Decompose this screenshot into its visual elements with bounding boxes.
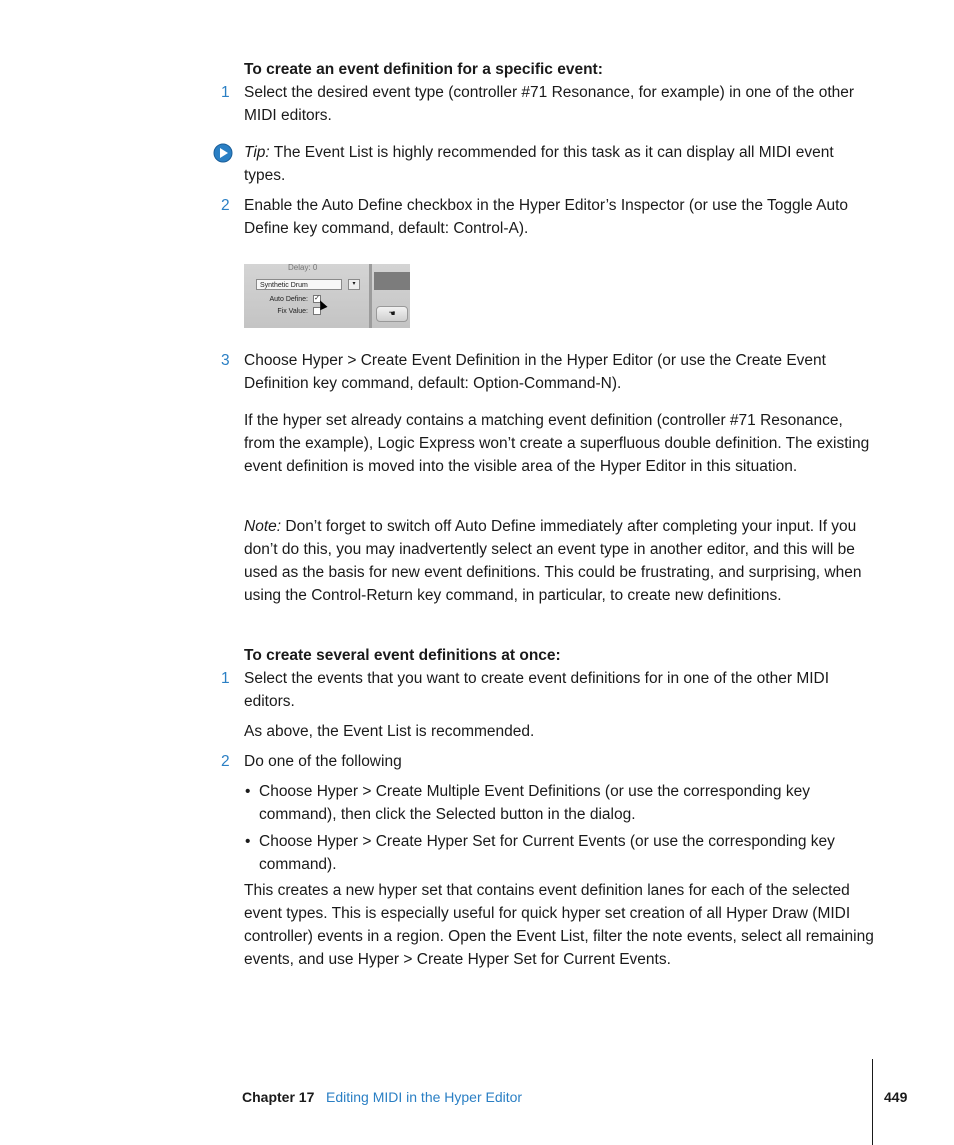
delay-label: Delay: 0	[288, 264, 318, 272]
tip-text: The Event List is highly recommended for this task as it can display all MIDI event types.	[244, 144, 834, 184]
note-text: Don’t forget to switch off Auto Define immediately after completing your input. If you don’t do this, you may inadvertently select an event type in another editor, and this will be used as the basis for new event definitions. This could be frustrating, and surprising, when using the Control-Return key command, in particular, to create new definitions.	[244, 518, 862, 604]
lane-area	[374, 272, 410, 290]
bullet-dot: •	[245, 833, 251, 850]
body-paragraph: This creates a new hyper set that contains event definition lanes for each of the selected event types. This is especially useful for quick hyper set creation of all Hyper Draw (MIDI controller) events in a region. Open the Event List, filter the note events, select all remaining events, and use Hyper > Create Hyper Set for Current Events.	[244, 882, 874, 968]
section-heading-specific-event: To create an event definition for a specific event:	[244, 61, 603, 78]
page-number: 449	[884, 1089, 908, 1105]
section-heading-several-definitions: To create several event definitions at once:	[244, 647, 561, 664]
step-number: 3	[221, 352, 230, 369]
step-text: Select the desired event type (controller #71 Resonance, for example) in one of the other MIDI editors.	[244, 84, 855, 124]
tip-label: Tip:	[244, 144, 270, 161]
step-text: Do one of the following	[244, 753, 402, 770]
step-text: Select the events that you want to create event definitions for in one of the other MIDI editors.	[244, 670, 830, 710]
footer-divider	[872, 1059, 873, 1145]
body-paragraph: As above, the Event List is recommended.	[244, 723, 535, 740]
bullet-dot: •	[245, 783, 251, 800]
body-paragraph: If the hyper set already contains a matching event definition (controller #71 Resonance, from the example), Logic Express won’t create a superfluous double definition. The existing event definition is moved into the visible area of the Hyper Editor in this situation.	[244, 412, 870, 475]
step-number: 2	[221, 753, 230, 770]
step-text: Choose Hyper > Create Event Definition in the Hyper Editor (or use the Create Event Definition key command, default: Option-Command-N).	[244, 352, 826, 392]
step-number: 2	[221, 197, 230, 214]
fix-value-label: Fix Value:	[277, 308, 308, 315]
step-number: 1	[221, 670, 230, 687]
step-number: 1	[221, 84, 230, 101]
popup-arrow-icon: ▾	[348, 279, 360, 290]
note-label: Note:	[244, 518, 282, 535]
auto-define-label: Auto Define:	[269, 296, 308, 303]
footer-chapter: Chapter 17	[242, 1089, 315, 1105]
hand-button-icon: ☚	[376, 306, 408, 322]
bullet-item: Choose Hyper > Create Multiple Event Definitions (or use the corresponding key command), then click the Selected button in the dialog.	[259, 783, 810, 823]
auto-define-checkbox: ✓	[314, 295, 320, 302]
note-paragraph	[244, 515, 874, 607]
footer-chapter-title: Editing MIDI in the Hyper Editor	[326, 1089, 523, 1105]
tip-paragraph	[244, 141, 874, 187]
step-text: Enable the Auto Define checkbox in the Hyper Editor’s Inspector (or use the Toggle Auto Define key command, default: Control-A).	[244, 197, 849, 237]
hyper-editor-inspector-screenshot	[244, 264, 410, 328]
panel-divider	[369, 264, 372, 328]
event-type-field: Synthetic Drum	[256, 279, 342, 290]
tip-arrow-icon	[213, 143, 233, 163]
bullet-item: Choose Hyper > Create Hyper Set for Current Events (or use the corresponding key command).	[259, 833, 835, 873]
